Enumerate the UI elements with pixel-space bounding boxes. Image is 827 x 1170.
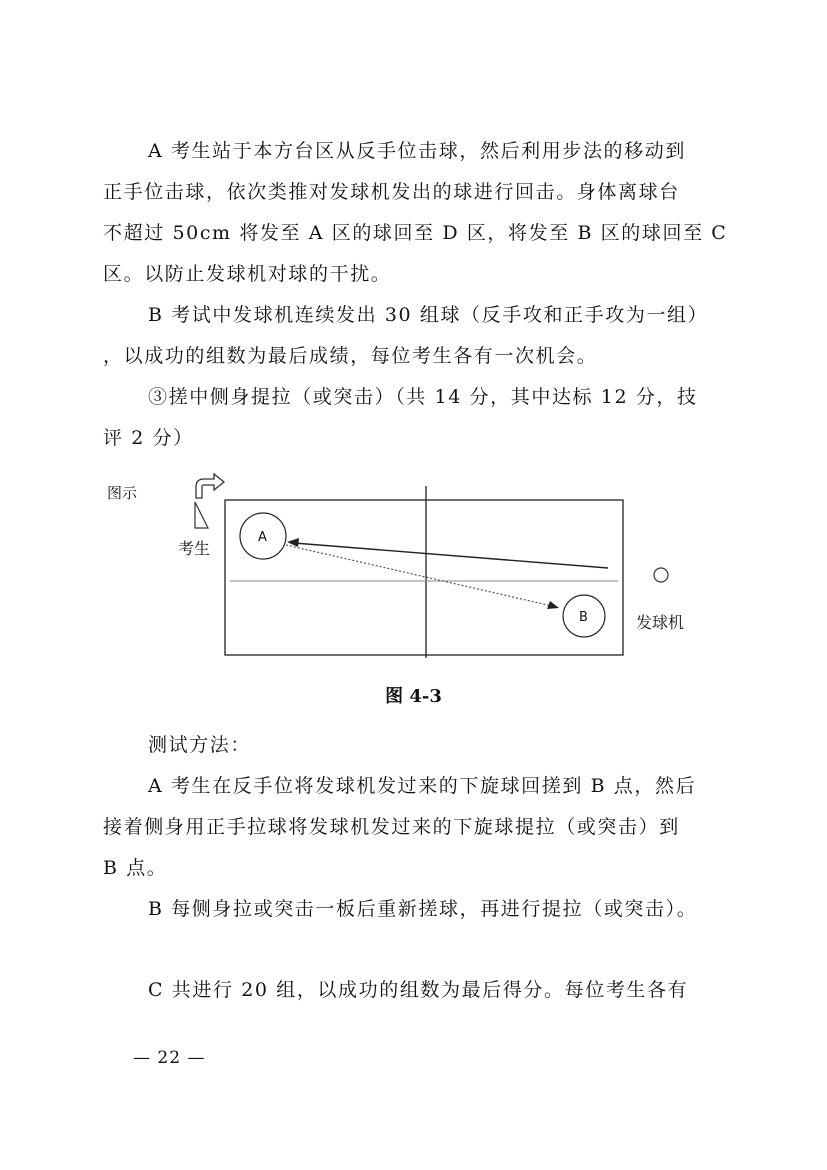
paragraph-line: A 考生站于本方台区从反手位击球，然后利用步法的移动到 <box>148 140 686 162</box>
paragraph-line: ③搓中侧身提拉（或突击）（共 14 分，其中达标 12 分，技 <box>148 386 698 408</box>
paragraph-line: 评 2 分） <box>103 427 194 449</box>
page-number: — 22 — <box>133 1048 206 1068</box>
zone-a-label: A <box>258 530 267 545</box>
figure-caption: 图 4-3 <box>385 686 442 707</box>
method-line: B 每侧身拉或突击一板后重新搓球，再进行提拉（或突击）。 <box>148 898 698 920</box>
method-line: A 考生在反手位将发球机发过来的下旋球回搓到 B 点，然后 <box>148 775 697 797</box>
serve-arrow <box>294 543 608 568</box>
diagram-title: 图示 <box>107 484 138 502</box>
machine-label: 发球机 <box>636 613 685 632</box>
ball-machine-icon <box>654 568 668 582</box>
table-diagram <box>100 468 700 663</box>
player-marker-icon <box>195 502 208 528</box>
return-arrow <box>286 545 552 606</box>
method-line: B 点。 <box>103 857 168 879</box>
player-label: 考生 <box>178 539 211 558</box>
paragraph-line: 不超过 50cm 将发至 A 区的球回至 D 区，将发至 B 区的球回至 C <box>103 222 728 244</box>
paragraph-line: 区。以防止发球机对球的干扰。 <box>103 263 392 285</box>
paragraph-line: 正手位击球，依次类推对发球机发出的球进行回击。身体离球台 <box>103 181 680 203</box>
zone-b-label: B <box>579 610 588 625</box>
method-heading: 测试方法： <box>148 734 252 756</box>
method-line: C 共进行 20 组，以成功的组数为最后得分。每位考生各有 <box>148 979 689 1001</box>
table-outline <box>225 500 623 655</box>
turn-arrow-icon <box>196 474 224 498</box>
method-line: 接着侧身用正手拉球将发球机发过来的下旋球提拉（或突击）到 <box>103 816 680 838</box>
paragraph-line: B 考试中发球机连续发出 30 组球（反手攻和正手攻为一组） <box>148 304 709 326</box>
paragraph-line: ，以成功的组数为最后成绩，每位考生各有一次机会。 <box>103 345 598 367</box>
